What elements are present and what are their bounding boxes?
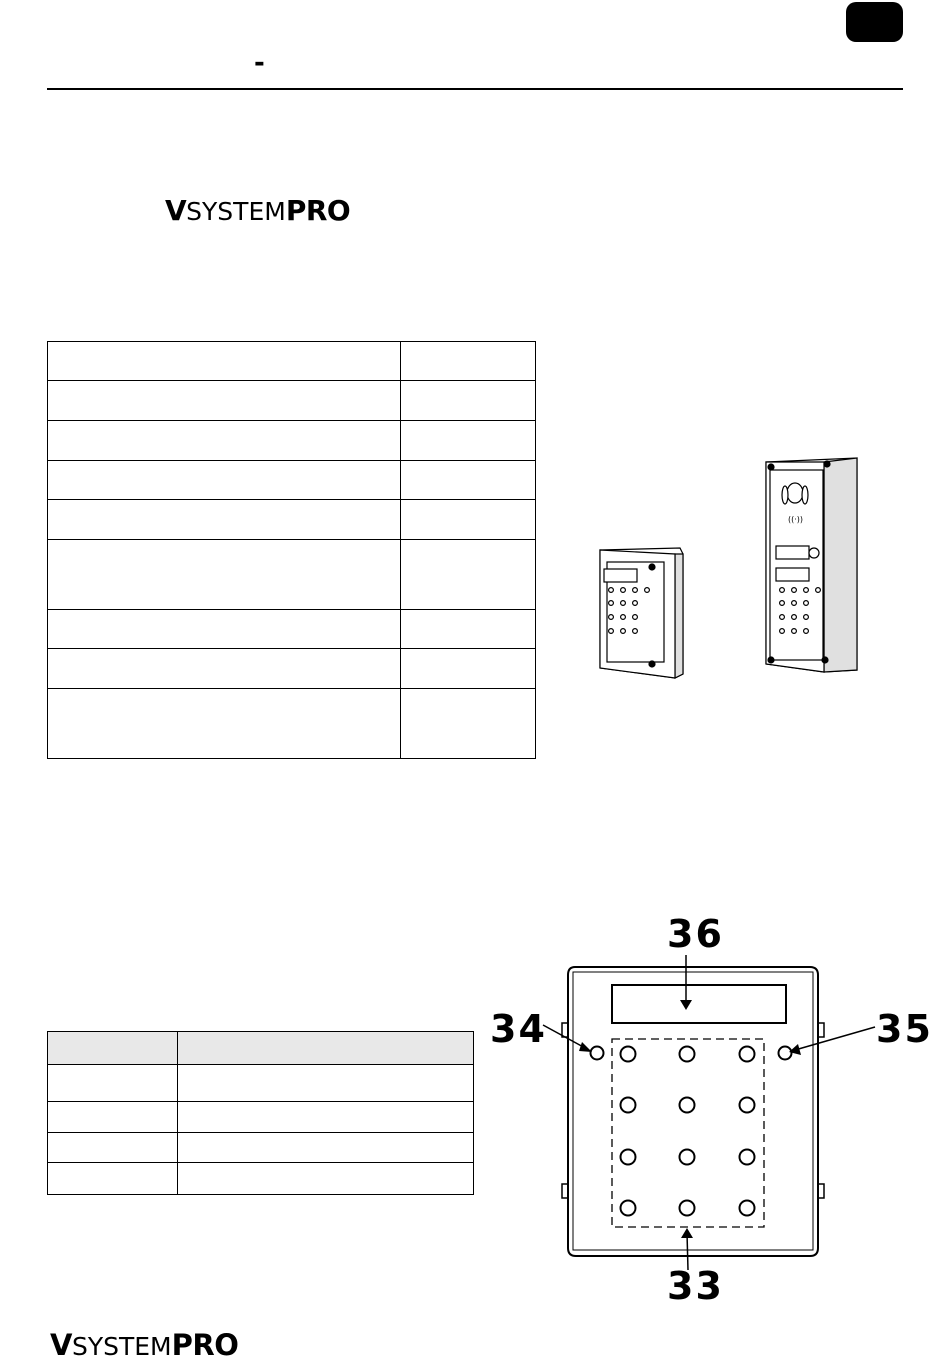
leader-34 xyxy=(543,1025,587,1049)
table-row xyxy=(48,1065,474,1102)
table-cell xyxy=(48,342,401,381)
led-left xyxy=(591,1047,604,1060)
table-cell xyxy=(48,421,401,461)
header-rule xyxy=(47,88,903,90)
table-cell xyxy=(401,421,536,461)
vsystempro-footer-logo xyxy=(50,1328,239,1362)
table-cell xyxy=(48,1133,178,1163)
table-cell xyxy=(178,1065,474,1102)
product-illustrations xyxy=(580,450,880,690)
table-row xyxy=(48,689,536,759)
table-cell xyxy=(401,689,536,759)
table-cell xyxy=(178,1163,474,1195)
table-row xyxy=(48,540,536,610)
key-button xyxy=(680,1201,695,1216)
key-button xyxy=(740,1201,755,1216)
callout-33: 33 xyxy=(667,1264,724,1308)
table-cell xyxy=(48,610,401,649)
table-cell xyxy=(401,500,536,540)
display-window xyxy=(612,985,786,1023)
table-row xyxy=(48,649,536,689)
logo-v: V xyxy=(50,1328,72,1362)
key-button xyxy=(740,1150,755,1165)
logo-system: SYSTEM xyxy=(71,1332,172,1361)
table-cell xyxy=(48,1065,178,1102)
table-cell xyxy=(401,540,536,610)
table-cell xyxy=(178,1102,474,1133)
table-row xyxy=(48,381,536,421)
keypad-keys xyxy=(621,1047,755,1216)
key-button xyxy=(621,1150,636,1165)
legend-table xyxy=(47,1031,474,1195)
table-cell xyxy=(48,689,401,759)
table-row xyxy=(48,421,536,461)
key-button xyxy=(680,1047,695,1062)
arrowhead-33 xyxy=(681,1228,693,1238)
callout-35: 35 xyxy=(876,1007,933,1051)
table-cell xyxy=(48,381,401,421)
led-right xyxy=(779,1047,792,1060)
table-cell xyxy=(48,461,401,500)
table-header-row xyxy=(48,1032,474,1065)
key-button xyxy=(621,1098,636,1113)
table-cell xyxy=(48,500,401,540)
table-row xyxy=(48,500,536,540)
logo-pro: PRO xyxy=(285,194,351,227)
key-button xyxy=(740,1047,755,1062)
table-row xyxy=(48,1102,474,1133)
logo-system: SYSTEM xyxy=(186,197,286,226)
callout-36: 36 xyxy=(667,912,724,956)
table-cell xyxy=(401,610,536,649)
table-row xyxy=(48,342,536,381)
table-cell xyxy=(48,1163,178,1195)
keypad-module-diagram xyxy=(480,900,940,1310)
table-cell xyxy=(48,649,401,689)
spec-table xyxy=(47,341,536,759)
key-button xyxy=(621,1047,636,1062)
camera-keypad-unit-illustration xyxy=(766,458,857,672)
table-cell xyxy=(401,342,536,381)
table-row xyxy=(48,610,536,649)
logo-pro: PRO xyxy=(171,1328,239,1362)
table-row xyxy=(48,1133,474,1163)
vsystempro-logo xyxy=(165,194,351,227)
table-cell xyxy=(401,649,536,689)
leader-35 xyxy=(795,1027,875,1050)
table-row xyxy=(48,1163,474,1195)
callout-34: 34 xyxy=(490,1007,547,1051)
table-row xyxy=(48,461,536,500)
table-header-cell xyxy=(178,1032,474,1065)
table-cell xyxy=(48,1102,178,1133)
svg-text:((·)): ((·)) xyxy=(788,515,804,524)
table-cell xyxy=(401,461,536,500)
keypad-area-outline xyxy=(612,1039,764,1227)
table-cell xyxy=(401,381,536,421)
key-button xyxy=(680,1098,695,1113)
logo-v: V xyxy=(165,194,187,227)
table-header-cell xyxy=(48,1032,178,1065)
key-button xyxy=(680,1150,695,1165)
keypad-unit-small-illustration xyxy=(600,548,683,678)
header-dash: - xyxy=(254,48,265,78)
key-button xyxy=(621,1201,636,1216)
key-button xyxy=(740,1098,755,1113)
table-cell xyxy=(48,540,401,610)
page-badge xyxy=(846,2,903,42)
arrowhead-34 xyxy=(579,1042,592,1052)
table-cell xyxy=(178,1133,474,1163)
arrowhead-36 xyxy=(680,1000,692,1010)
